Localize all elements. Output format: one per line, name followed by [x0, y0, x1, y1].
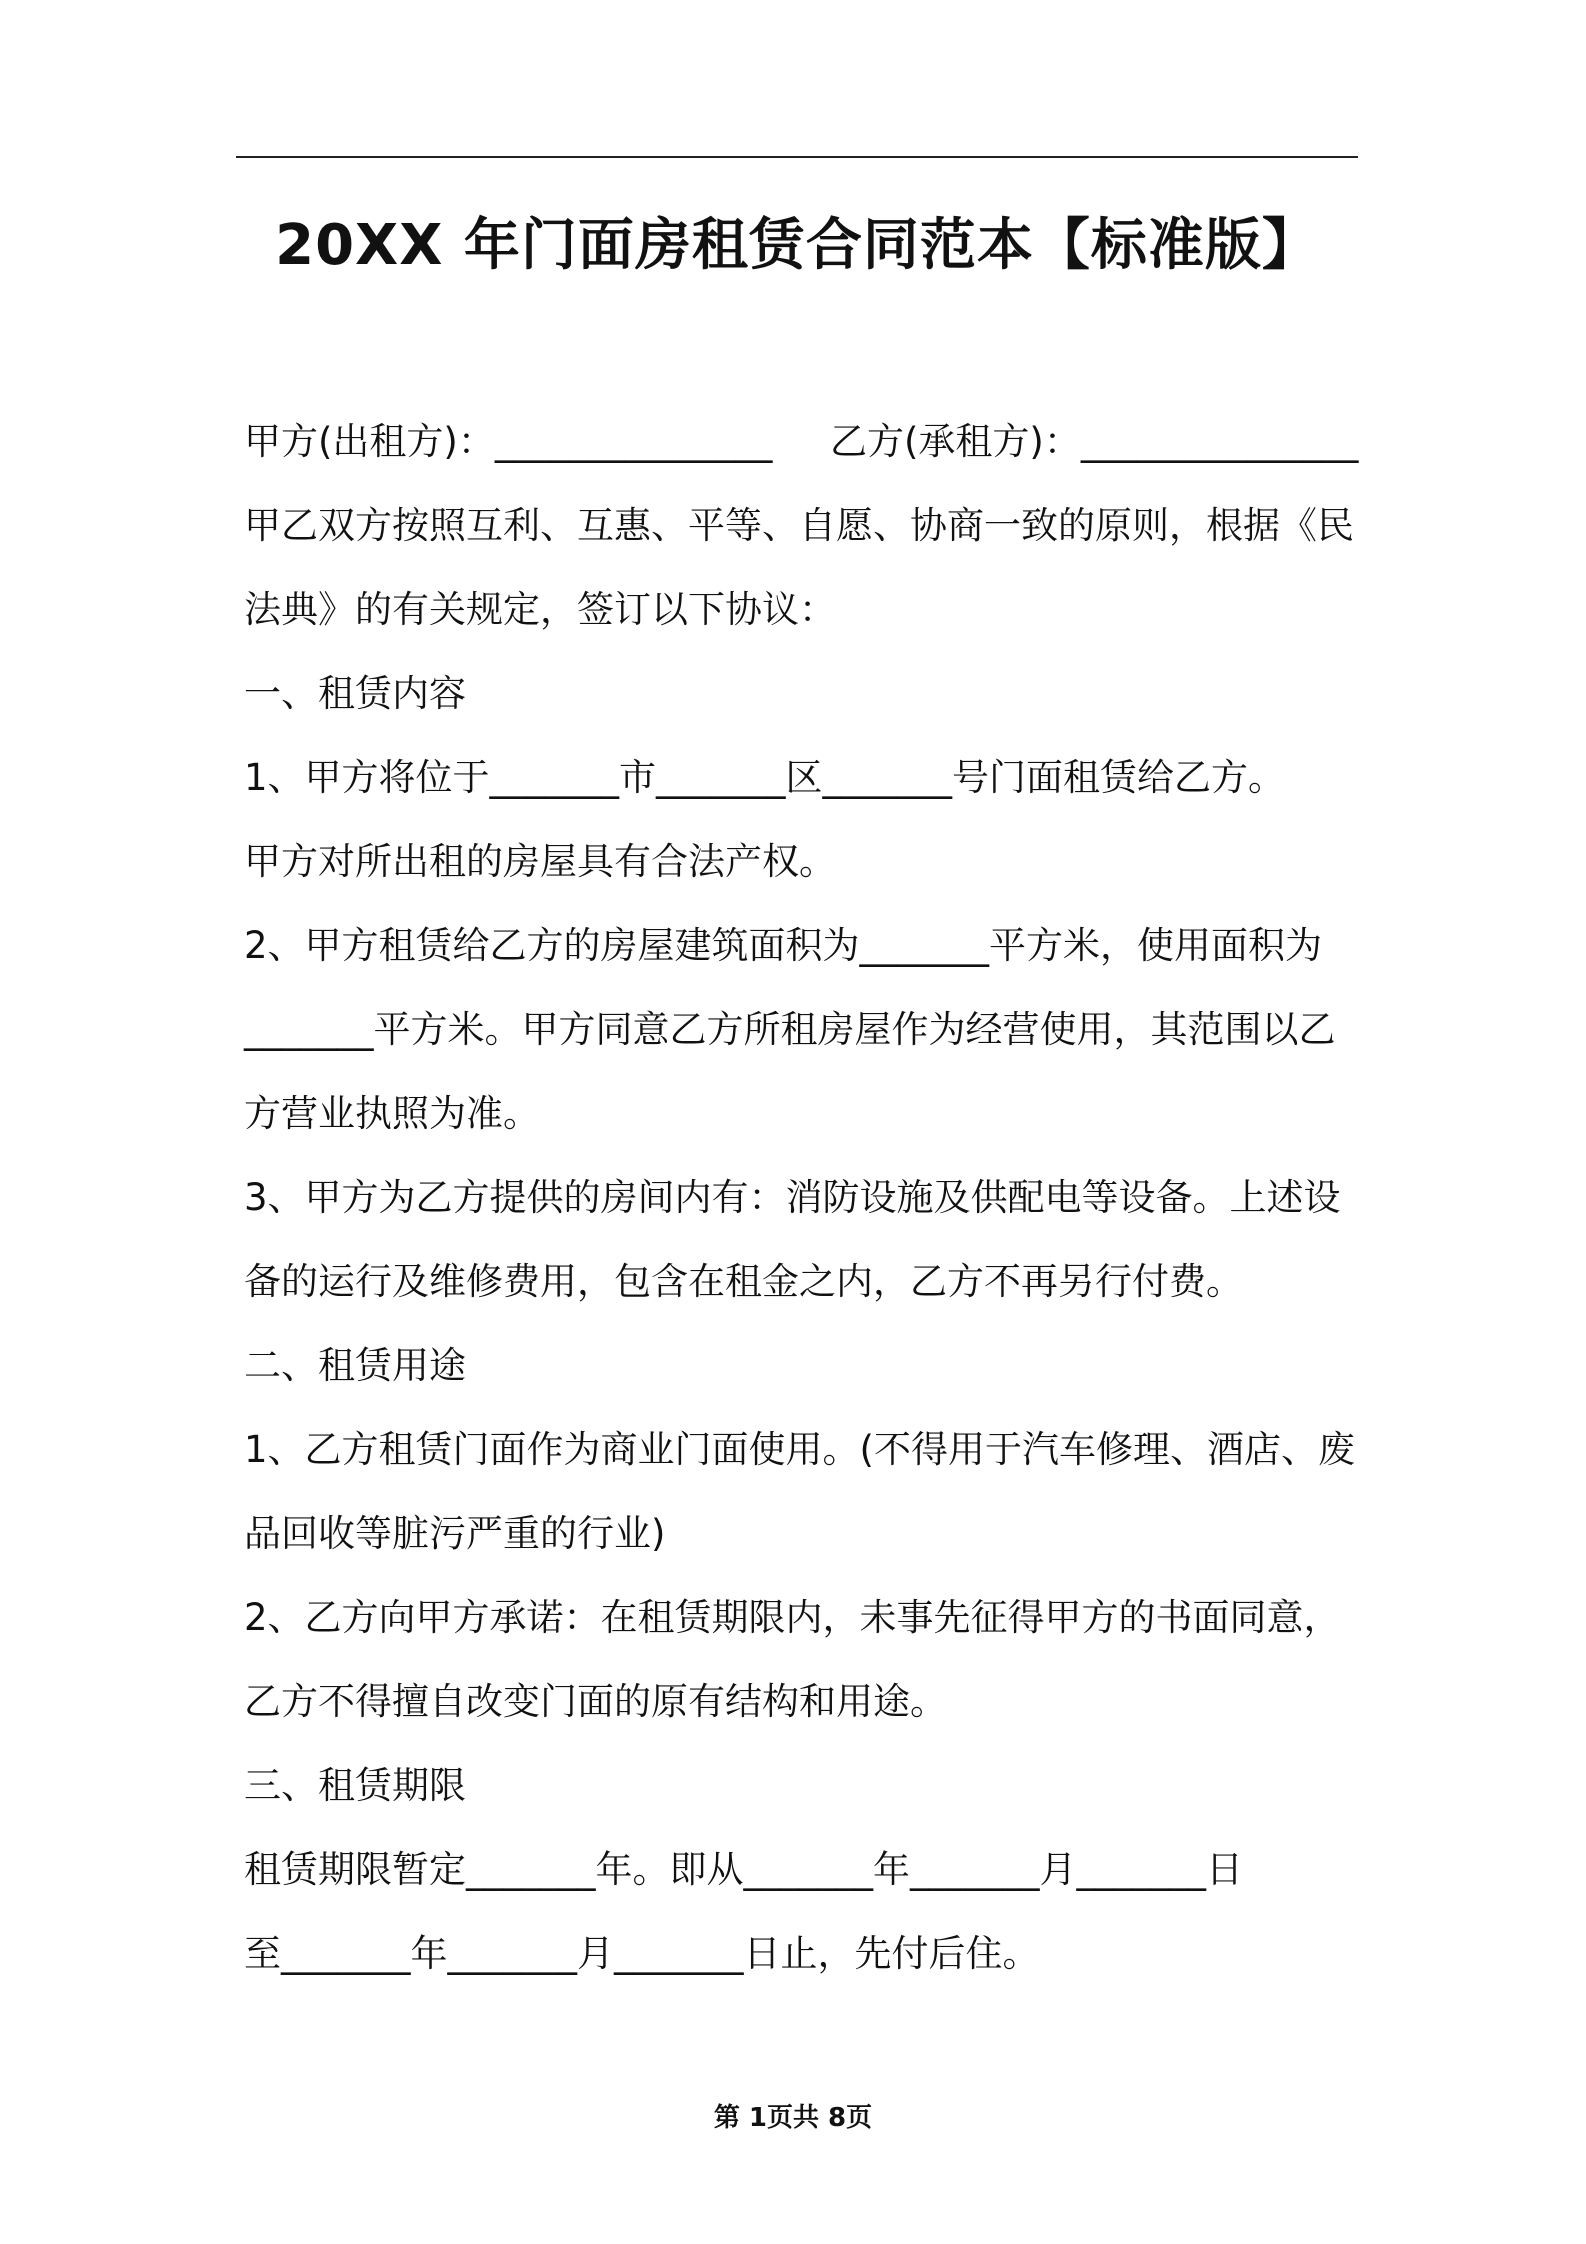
header-rule [236, 156, 1358, 158]
paragraph-line: 甲方对所出租的房屋具有合法产权。 [244, 840, 836, 883]
party-a-field: 甲方(出租方)：_______________ [244, 420, 773, 463]
paragraph-line: 1、甲方将位于_______市_______区_______号门面租赁给乙方。 [244, 756, 1286, 799]
paragraph-line: 2、甲方租赁给乙方的房屋建筑面积为_______平方米，使用面积为 [244, 924, 1323, 967]
paragraph-line: 3、甲方为乙方提供的房间内有：消防设施及供配电等设备。上述设 [244, 1176, 1341, 1219]
section-heading: 二、租赁用途 [244, 1344, 466, 1387]
paragraph-line: 备的运行及维修费用，包含在租金之内，乙方不再另行付费。 [244, 1260, 1243, 1303]
paragraph-line: 法典》的有关规定，签订以下协议： [244, 588, 836, 631]
paragraph-line: 至_______年_______月_______日止，先付后住。 [244, 1932, 1040, 1975]
paragraph-line: 租赁期限暂定_______年。即从_______年_______月_______日 [244, 1848, 1243, 1891]
paragraph-line: _______平方米。甲方同意乙方所租房屋作为经营使用，其范围以乙 [244, 1008, 1336, 1051]
contract-body [244, 400, 1358, 1996]
parties-row [244, 400, 1358, 484]
paragraph-line: 1、乙方租赁门面作为商业门面使用。(不得用于汽车修理、酒店、废 [244, 1428, 1355, 1471]
paragraph-line: 乙方不得擅自改变门面的原有结构和用途。 [244, 1680, 947, 1723]
paragraph-line: 2、乙方向甲方承诺：在租赁期限内，未事先征得甲方的书面同意， [244, 1596, 1341, 1639]
section-heading: 一、租赁内容 [244, 672, 466, 715]
paragraph-line: 甲乙双方按照互利、互惠、平等、自愿、协商一致的原则，根据《民 [244, 504, 1354, 547]
page-number-footer: 第 1页共 8页 [713, 2103, 873, 2133]
party-b-field: 乙方(承租方)：_______________ [830, 420, 1359, 463]
paragraph-line: 品回收等脏污严重的行业) [244, 1512, 666, 1555]
document-title: 20XX 年门面房租赁合同范本【标准版】 [275, 213, 1319, 278]
paragraph-line: 方营业执照为准。 [244, 1092, 540, 1135]
section-heading: 三、租赁期限 [244, 1764, 466, 1807]
